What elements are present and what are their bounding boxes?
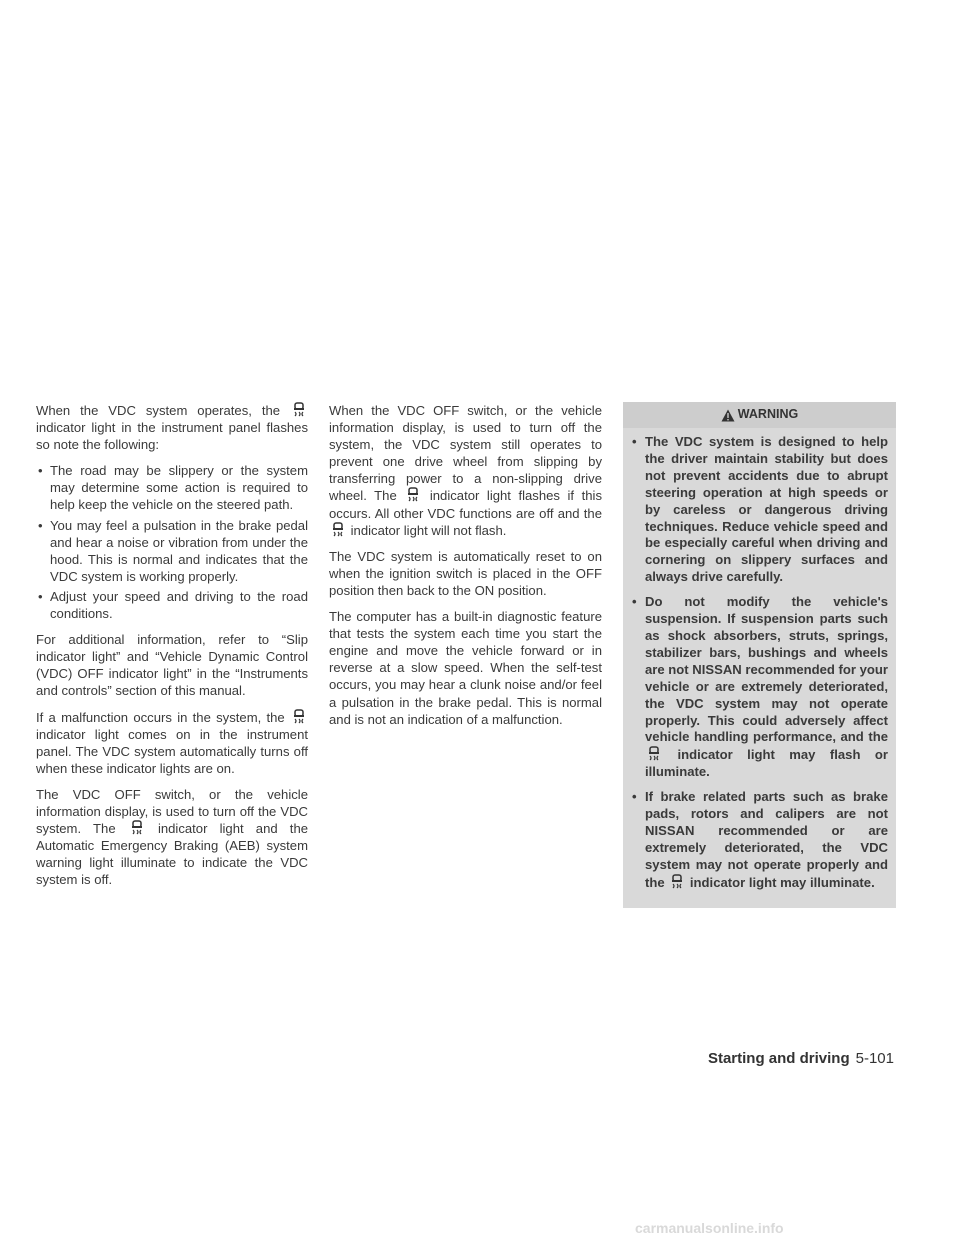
section-title: Starting and driving: [707, 1050, 850, 1067]
watermark: carmanualsonline.info: [635, 1220, 784, 1236]
warning-list: [623, 428, 896, 902]
warning-title: WARNING: [737, 407, 799, 422]
vdc-skid-indicator-icon: [292, 402, 306, 418]
paragraph-vdc-off-switch: The VDC OFF switch, or the vehicle information display, is used to turn off the VDC system. The indicator light and the Automatic Emergency Braking (AEB) system warning light illuminate to indicate the VDC system is off.: [36, 786, 309, 888]
paragraph-additional-info: For additional information, refer to “Slip indicator light” and “Vehicle Dynamic Control (VDC) OFF indicator light” in the “Instruments and controls” section of this manual.: [36, 632, 308, 699]
warning-item: • Do not modify the vehicle's suspension. If suspension parts such as shock absorbers, struts, springs, stabilizer bars, bushings and wheels are not NISSAN recommended for your vehicle or are extremely deteriorated, the VDC system may not operate properly. This could adversely affect vehicle handling performance, and the indicator light may flash or illuminate.: [631, 594, 888, 781]
note-bullet-list: [36, 462, 308, 622]
text-column-1: [36, 402, 308, 897]
warning-box: [623, 402, 896, 908]
page-footer: [708, 1050, 894, 1067]
paragraph-vdc-operates: When the VDC system operates, the indicator light in the instrument panel flashes so note the following:: [36, 403, 308, 453]
text-column-2: [329, 402, 602, 737]
warning-item: • If brake related parts such as brake pads, rotors and calipers are not NISSAN recommended or are extremely deteriorated, the VDC system may not operate properly and the indicator light may illuminate.: [631, 789, 888, 891]
paragraph-self-test: The computer has a built-in diagnostic feature that tests the system each time you start the engine and move the vehicle forward or in reverse at a slow speed. When the self-test occurs, you may hear a clunk noise and/or feel a pulsation in the brake pedal. This is normal and is not an indication of a malfunction.: [329, 609, 602, 727]
paragraph-auto-reset: The VDC system is automatically reset to on when the ignition switch is placed in the OFF position then back to the ON position.: [329, 548, 602, 598]
vdc-skid-indicator-icon: [292, 709, 306, 725]
vdc-skid-indicator-icon: [406, 487, 420, 503]
list-item: • You may feel a pulsation in the brake pedal and hear a noise or vibration from under the hood. This is normal and indicates that the VDC system is working properly.: [36, 517, 308, 585]
warning-item: • The VDC system is designed to help the driver maintain stability but does not prevent accidents due to abrupt steering operation at high speeds or by careless or dangerous driving techniques. Reduce vehicle speed and be especially careful when driving and cornering on slippery surfaces and always drive carefully.: [631, 434, 888, 586]
vdc-skid-indicator-icon: [670, 874, 684, 890]
list-item: • Adjust your speed and driving to the road conditions.: [36, 588, 308, 622]
paragraph-malfunction: If a malfunction occurs in the system, the indicator light comes on in the instrument panel. The VDC system automatically turns off when these indicator lights are on.: [36, 709, 308, 776]
vdc-skid-indicator-icon: [331, 522, 345, 538]
list-item: • The road may be slippery or the system may determine some action is required to help keep the vehicle on the steered path.: [36, 462, 308, 513]
page-number: 5-101: [855, 1050, 894, 1067]
warning-header: [623, 402, 896, 428]
vdc-off-indicator-icon: [130, 820, 144, 836]
paragraph-vdc-off-still-operates: When the VDC OFF switch, or the vehicle information display, is used to turn off the system, the VDC system still operates to prevent one drive wheel from slipping by transferring power to a non-slipping drive wheel. The indicator light flashes if this occurs. All other VDC functions are off and the indicator light will not flash.: [329, 403, 602, 538]
warning-triangle-icon: [721, 409, 735, 422]
vdc-skid-indicator-icon: [647, 746, 661, 762]
